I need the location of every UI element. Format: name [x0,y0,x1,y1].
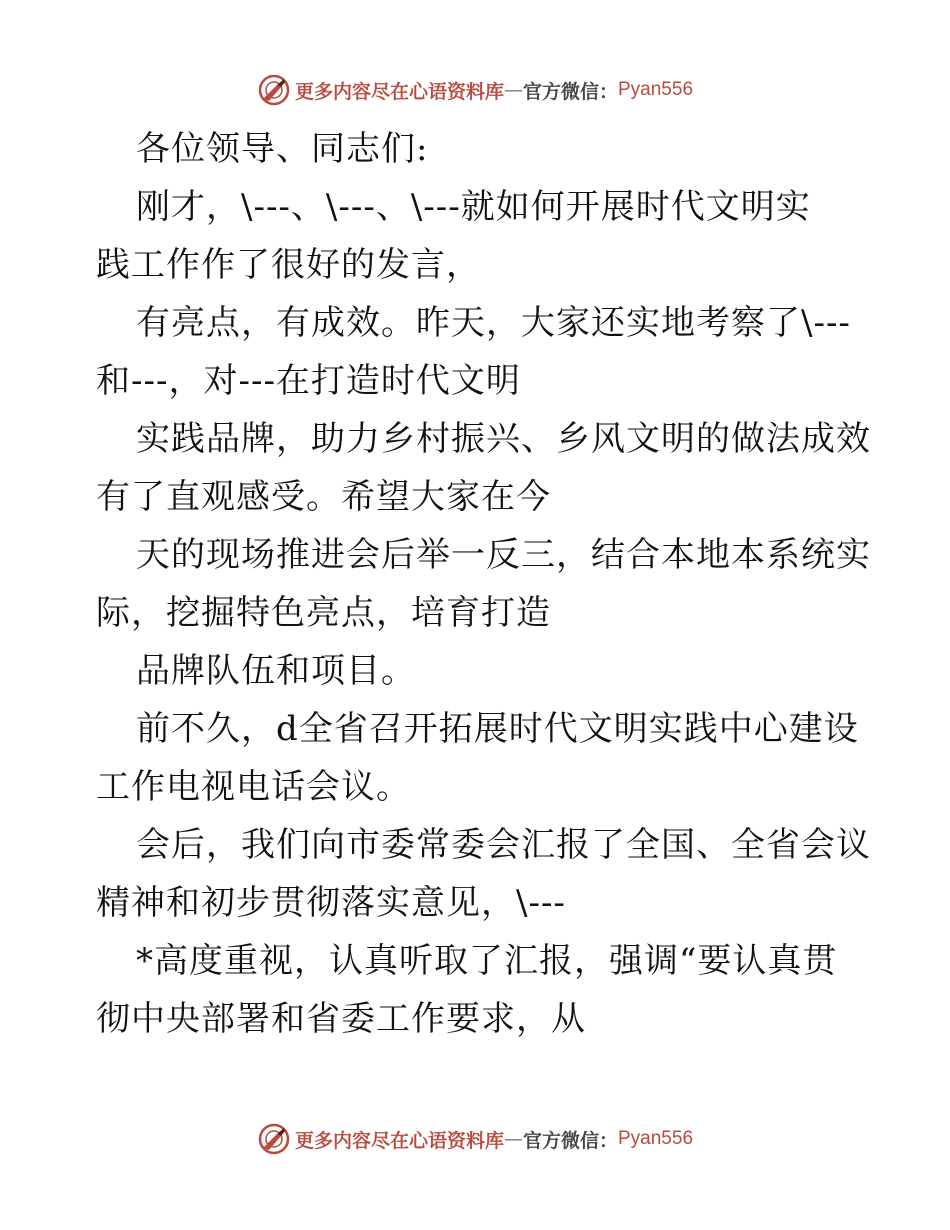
text-line: 工作电视电话会议。 [96,767,411,807]
text-line: 和---，对---在打造时代文明 [96,361,521,401]
brand-logo-icon [257,73,291,107]
text-line: 精神和初步贯彻落实意见，\--- [96,883,566,923]
header-wechat-label: 官方微信： [522,80,618,103]
text-line: 会后，我们向市委常委会汇报了全国、全省会议 [136,825,871,865]
header-wechat-id: Pyan556 [618,79,694,100]
text-line: 有了直观感受。希望大家在今 [96,477,551,517]
footer-banner-text: 更多内容尽在心语资料库 [294,1129,504,1152]
text-line: *高度重视，认真听取了汇报，强调“要认真贯 [136,941,838,981]
text-line: 天的现场推进会后举一反三，结合本地本系统实 [136,535,871,575]
footer-wechat-label: 官方微信： [522,1129,618,1152]
text-line: 前不久，d全省召开拓展时代文明实践中心建设 [136,709,859,749]
text-line: 实践品牌，助力乡村振兴、乡风文明的做法成效 [136,419,871,459]
header-banner-separator: — [503,79,523,101]
text-line: 彻中央部署和省委工作要求，从 [96,999,586,1039]
footer-wechat-id: Pyan556 [618,1128,694,1149]
brand-logo-icon [257,1122,291,1156]
text-line: 践工作作了很好的发言， [96,245,481,285]
document-body [96,120,871,1048]
text-line: 际，挖掘特色亮点，培育打造 [96,593,551,633]
footer-banner [0,1119,950,1159]
text-line: 有亮点，有成效。昨天，大家还实地考察了\--- [136,303,851,343]
text-line: 刚才，\---、\---、\---就如何开展时代文明实 [136,187,811,227]
text-line: 品牌队伍和项目。 [136,651,416,691]
header-banner [0,70,950,110]
header-banner-text: 更多内容尽在心语资料库 [294,80,504,103]
footer-banner-separator: — [503,1128,523,1150]
text-line: 各位领导、同志们: [136,129,429,169]
